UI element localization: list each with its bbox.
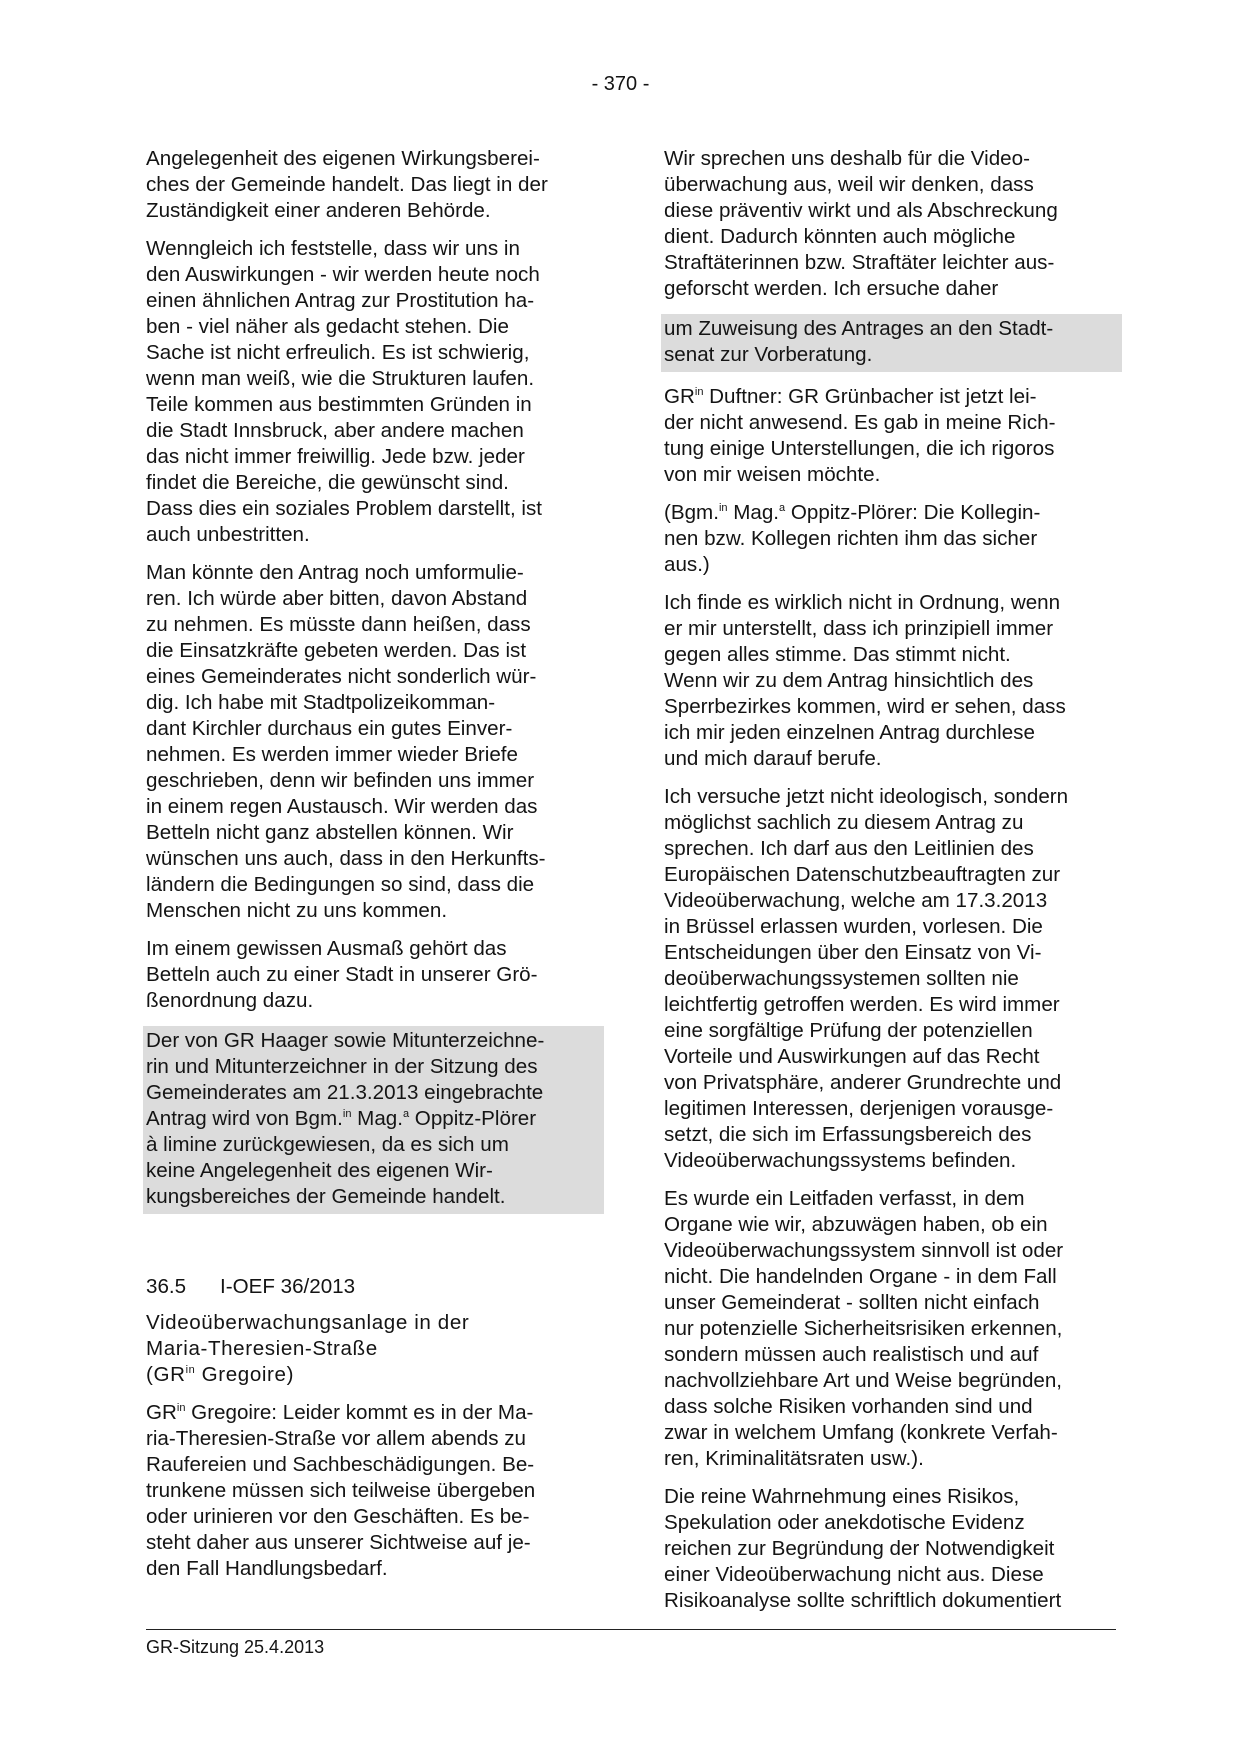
motion-box: um Zuweisung des Antrages an den Stadt- senat zur Vorberatung. xyxy=(661,314,1122,372)
agenda-item-code: I-OEF 36/2013 xyxy=(220,1275,356,1298)
footer: GR-Sitzung 25.4.2013 xyxy=(146,1637,325,1657)
superscript: in xyxy=(185,1364,196,1377)
paragraph: $GR^{in}$ Gregoire: Leider kommt es in der Ma- ria-Theresien-Straße vor allem abends zu Raufereien und Sachbeschädigungen. Be- trunkene müssen sich teilweise übergeben oder urinieren vor den Geschäften. Es be- steht daher aus unserer Sichtweise auf je- den Fall Handlungsbedarf. xyxy=(146,1401,536,1580)
decision-box xyxy=(143,1026,604,1214)
paragraph: Wenngleich ich feststelle, dass wir uns in den Auswirkungen - wir werden heute noch einen ähnlichen Antrag zur Prostitution ha- ben - viel näher als gedacht stehen. Die Sache ist nicht erfreulich. Es ist schwierig, wenn man weiß, wie die Strukturen laufen. Teile kommen aus bestimmten Gründen in die Stadt Innsbruck, aber andere machen das nicht immer freiwillig. Jede bzw. jeder findet die Bereiche, die gewünscht sind. Dass dies ein soziales Problem darstellt, ist auch unbestritten. xyxy=(146,237,543,546)
superscript: a xyxy=(402,1108,410,1121)
superscript: in xyxy=(342,1108,352,1121)
paragraph: Wir sprechen uns deshalb für die Video- überwachung aus, weil wir denken, dass diese präventiv wirkt und als Abschreckung dient. Dadurch könnten auch mögliche Straftäterinnen bzw. Straftäter leichter aus- geforscht werden. Ich ersuche daher xyxy=(664,147,1058,300)
page-number: - 370 - xyxy=(591,73,650,95)
footer-divider xyxy=(146,1629,1116,1630)
paragraph: Es wurde ein Leitfaden verfasst, in dem Organe wie wir, abzuwägen haben, ob ein Videoüberwachungssystem sinnvoll ist oder nicht. Die handelnden Organe - in dem Fall unser Gemeinderat - sollten nicht einfach nur potenzielle Sicherheitsrisiken erkennen, sondern müssen auch realistisch und auf nachvollziehbare Art und Weise begründen, dass solche Risiken vorhanden sind und zwar in welchem Umfang (konkrete Verfah- ren, Kriminalitätsraten usw.). xyxy=(664,1187,1064,1470)
decision-text: Mag. xyxy=(351,1107,403,1130)
speaker: GR xyxy=(664,385,695,408)
paragraph: Ich finde es wirklich nicht in Ordnung, wenn er mir unterstellt, dass ich prinzipiell immer gegen alles stimme. Das stimmt nicht. Wenn wir zu dem Antrag hinsichtlich des Sperrbezirkes kommen, wird er sehen, dass ich mir jeden einzelnen Antrag durchlese und mich darauf berufe. xyxy=(664,591,1066,770)
decision-text: Der von GR Haager sowie Mitunterzeichne- rin und Mitunterzeichner in der Sitzung des Gemeinderates am 21.3.2013 eingebrachte Antrag wird von Bgm. xyxy=(146,1029,545,1130)
decision-text: Oppitz-Plörer à limine zurückgewiesen, da es sich um keine Angelegenheit des eigenen Wir- kungsbereiches der Gemeinde handelt. xyxy=(146,1107,537,1208)
agenda-item-title: Videoüberwachungsanlage in der Maria-Theresien-Straße ($GR^{in}$ Gregoire) xyxy=(146,1311,470,1386)
speaker: GR xyxy=(146,1401,177,1424)
agenda-item-heading xyxy=(146,1274,598,1300)
superscript: in xyxy=(694,386,704,399)
paragraph: Die reine Wahrnehmung eines Risikos, Spekulation oder anekdotische Evidenz reichen zur Begründung der Notwendigkeit einer Videoüberwachung nicht aus. Diese Risikoanalyse sollte schriftlich dokumentiert xyxy=(664,1485,1062,1612)
paragraph: Man könnte den Antrag noch umformulie- ren. Ich würde aber bitten, davon Abstand zu nehmen. Es müsste dann heißen, dass die Einsatzkräfte gebeten werden. Das ist eines Gemeinderates nicht sonderlich wür- dig. Ich habe mit Stadtpolizeikomman- dant Kirchler durchaus ein gutes Einver- nehmen. Es werden immer wieder Briefe geschrieben, denn wir befinden uns immer in einem regen Austausch. Wir werden das Betteln nicht ganz abstellen können. Wir wünschen uns auch, dass in den Herkunfts- ländern die Bedingungen so sind, dass die Menschen nicht zu uns kommen. xyxy=(146,561,546,922)
superscript: in xyxy=(718,502,728,515)
superscript: a xyxy=(779,502,786,515)
paragraph: Angelegenheit des eigenen Wirkungsberei- ches der Gemeinde handelt. Das liegt in der Zuständigkeit einer anderen Behörde. xyxy=(146,147,548,222)
right-column xyxy=(664,146,1116,1626)
agenda-item-number: 36.5 xyxy=(146,1275,187,1298)
paragraph: Im einem gewissen Ausmaß gehört das Betteln auch zu einer Stadt in unserer Grö- ßenordnung dazu. xyxy=(146,937,538,1012)
paragraph: Ich versuche jetzt nicht ideologisch, sondern möglichst sachlich zu diesem Antrag zu sprechen. Ich darf aus den Leitlinien des Europäischen Datenschutzbeauftragten zur Videoüberwachung, welche am 17.3.2013 in Brüssel erlassen wurden, vorlesen. Die Entscheidungen über den Einsatz von Vi- deoüberwachungssystemen sollten nie leichtfertig getroffen werden. Es wird immer eine sorgfältige Prüfung der potenziellen Vorteile und Auswirkungen auf das Recht von Privatsphäre, anderer Grundrechte und legitimen Interessen, derjenigen vorausge- setzt, die sich im Erfassungsbereich des Videoüberwachungssystems befinden. xyxy=(664,785,1069,1172)
left-column xyxy=(146,146,598,1594)
paragraph: $GR^{in}$ Duftner: GR Grünbacher ist jetzt lei- der nicht anwesend. Es gab in meine Rich- tung einige Unterstellungen, die ich rigoros von mir weisen möchte. xyxy=(664,385,1056,486)
superscript: in xyxy=(176,1402,186,1415)
paragraph: (Bgm.$^{in}$ Mag.$^a$ Oppitz-Plörer: Die Kollegin- nen bzw. Kollegen richten ihm das sicher aus.) xyxy=(664,501,1041,576)
